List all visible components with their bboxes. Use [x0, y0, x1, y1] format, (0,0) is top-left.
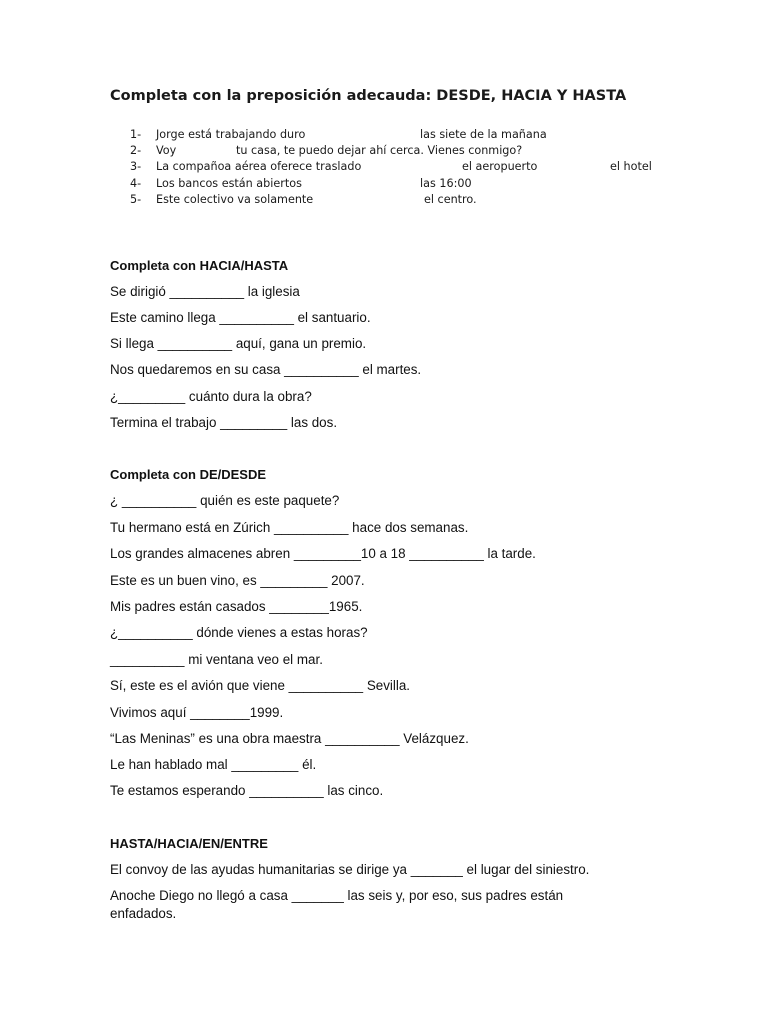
exercise-line: Mis padres están casados ________1965.	[110, 599, 363, 614]
section-heading-hacia-hasta: Completa con HACIA/HASTA	[110, 258, 289, 273]
section-heading-hasta-hacia-en-entre: HASTA/HACIA/EN/ENTRE	[110, 836, 268, 851]
exercise-line: “Las Meninas” es una obra maestra __________ Velázquez.	[110, 731, 469, 746]
item-text-middle: el aeropuerto	[462, 160, 538, 174]
item-text-start: Voy	[156, 144, 177, 158]
list-item	[130, 177, 690, 193]
exercise-line: Tu hermano está en Zúrich __________ hace dos semanas.	[110, 520, 469, 535]
list-item	[130, 160, 690, 176]
item-text-start: Los bancos están abiertos	[156, 176, 302, 190]
section-heading-de-desde: Completa con DE/DESDE	[110, 467, 267, 482]
exercise-line: Si llega __________ aquí, gana un premio.	[110, 336, 367, 351]
exercise-line: Te estamos esperando __________ las cinco.	[110, 783, 384, 798]
exercise-line: Este es un buen vino, es _________ 2007.	[110, 573, 365, 588]
list-item	[130, 193, 690, 209]
exercise-line: __________ mi ventana veo el mar.	[110, 652, 323, 667]
exercise-line: Sí, este es el avión que viene __________ Sevilla.	[110, 678, 411, 693]
exercise-line: ¿__________ dónde vienes a estas horas?	[110, 625, 368, 640]
exercise-line: Nos quedaremos en su casa __________ el martes.	[110, 362, 422, 377]
item-text-start: Jorge está trabajando duro	[156, 128, 306, 141]
item-text-end: el hotel	[610, 160, 652, 174]
item-number: 5-	[130, 192, 142, 206]
exercise-line: Vivimos aquí ________1999.	[110, 705, 284, 720]
exercise-line: El convoy de las ayudas humanitarias se dirige ya _______ el lugar del siniestro.	[110, 862, 590, 877]
item-text-end: tu casa, te puedo dejar ahí cerca. Vienes conmigo?	[236, 144, 523, 158]
exercise-line: ¿_________ cuánto dura la obra?	[110, 389, 312, 404]
list-item	[130, 128, 690, 144]
exercise-line: Anoche Diego no llegó a casa _______ las seis y, por eso, sus padres están enfadados.	[110, 888, 564, 921]
item-text-start: Este colectivo va solamente	[156, 192, 314, 206]
numbered-exercise-list	[130, 128, 690, 209]
exercise-line: ¿ __________ quién es este paquete?	[110, 493, 340, 508]
list-item	[130, 144, 690, 160]
item-number: 4-	[130, 176, 142, 190]
item-number: 1-	[130, 128, 142, 141]
exercise-line: Termina el trabajo _________ las dos.	[110, 415, 338, 430]
exercise-line: Este camino llega __________ el santuario.	[110, 310, 371, 325]
item-text-end: las 16:00	[420, 176, 472, 190]
page-title: Completa con la preposición adecauda: DESDE, HACIA Y HASTA	[110, 88, 627, 104]
item-text-end: el centro.	[424, 192, 477, 206]
item-text-start: La compañoa aérea oferece traslado	[156, 160, 362, 174]
item-number: 3-	[130, 160, 142, 174]
item-text-end: las siete de la mañana	[420, 128, 547, 141]
item-number: 2-	[130, 144, 142, 158]
exercise-line: Los grandes almacenes abren _________10 a 18 __________ la tarde.	[110, 546, 536, 561]
exercise-line: Le han hablado mal _________ él.	[110, 757, 317, 772]
exercise-line: Se dirigió __________ la iglesia	[110, 284, 300, 299]
